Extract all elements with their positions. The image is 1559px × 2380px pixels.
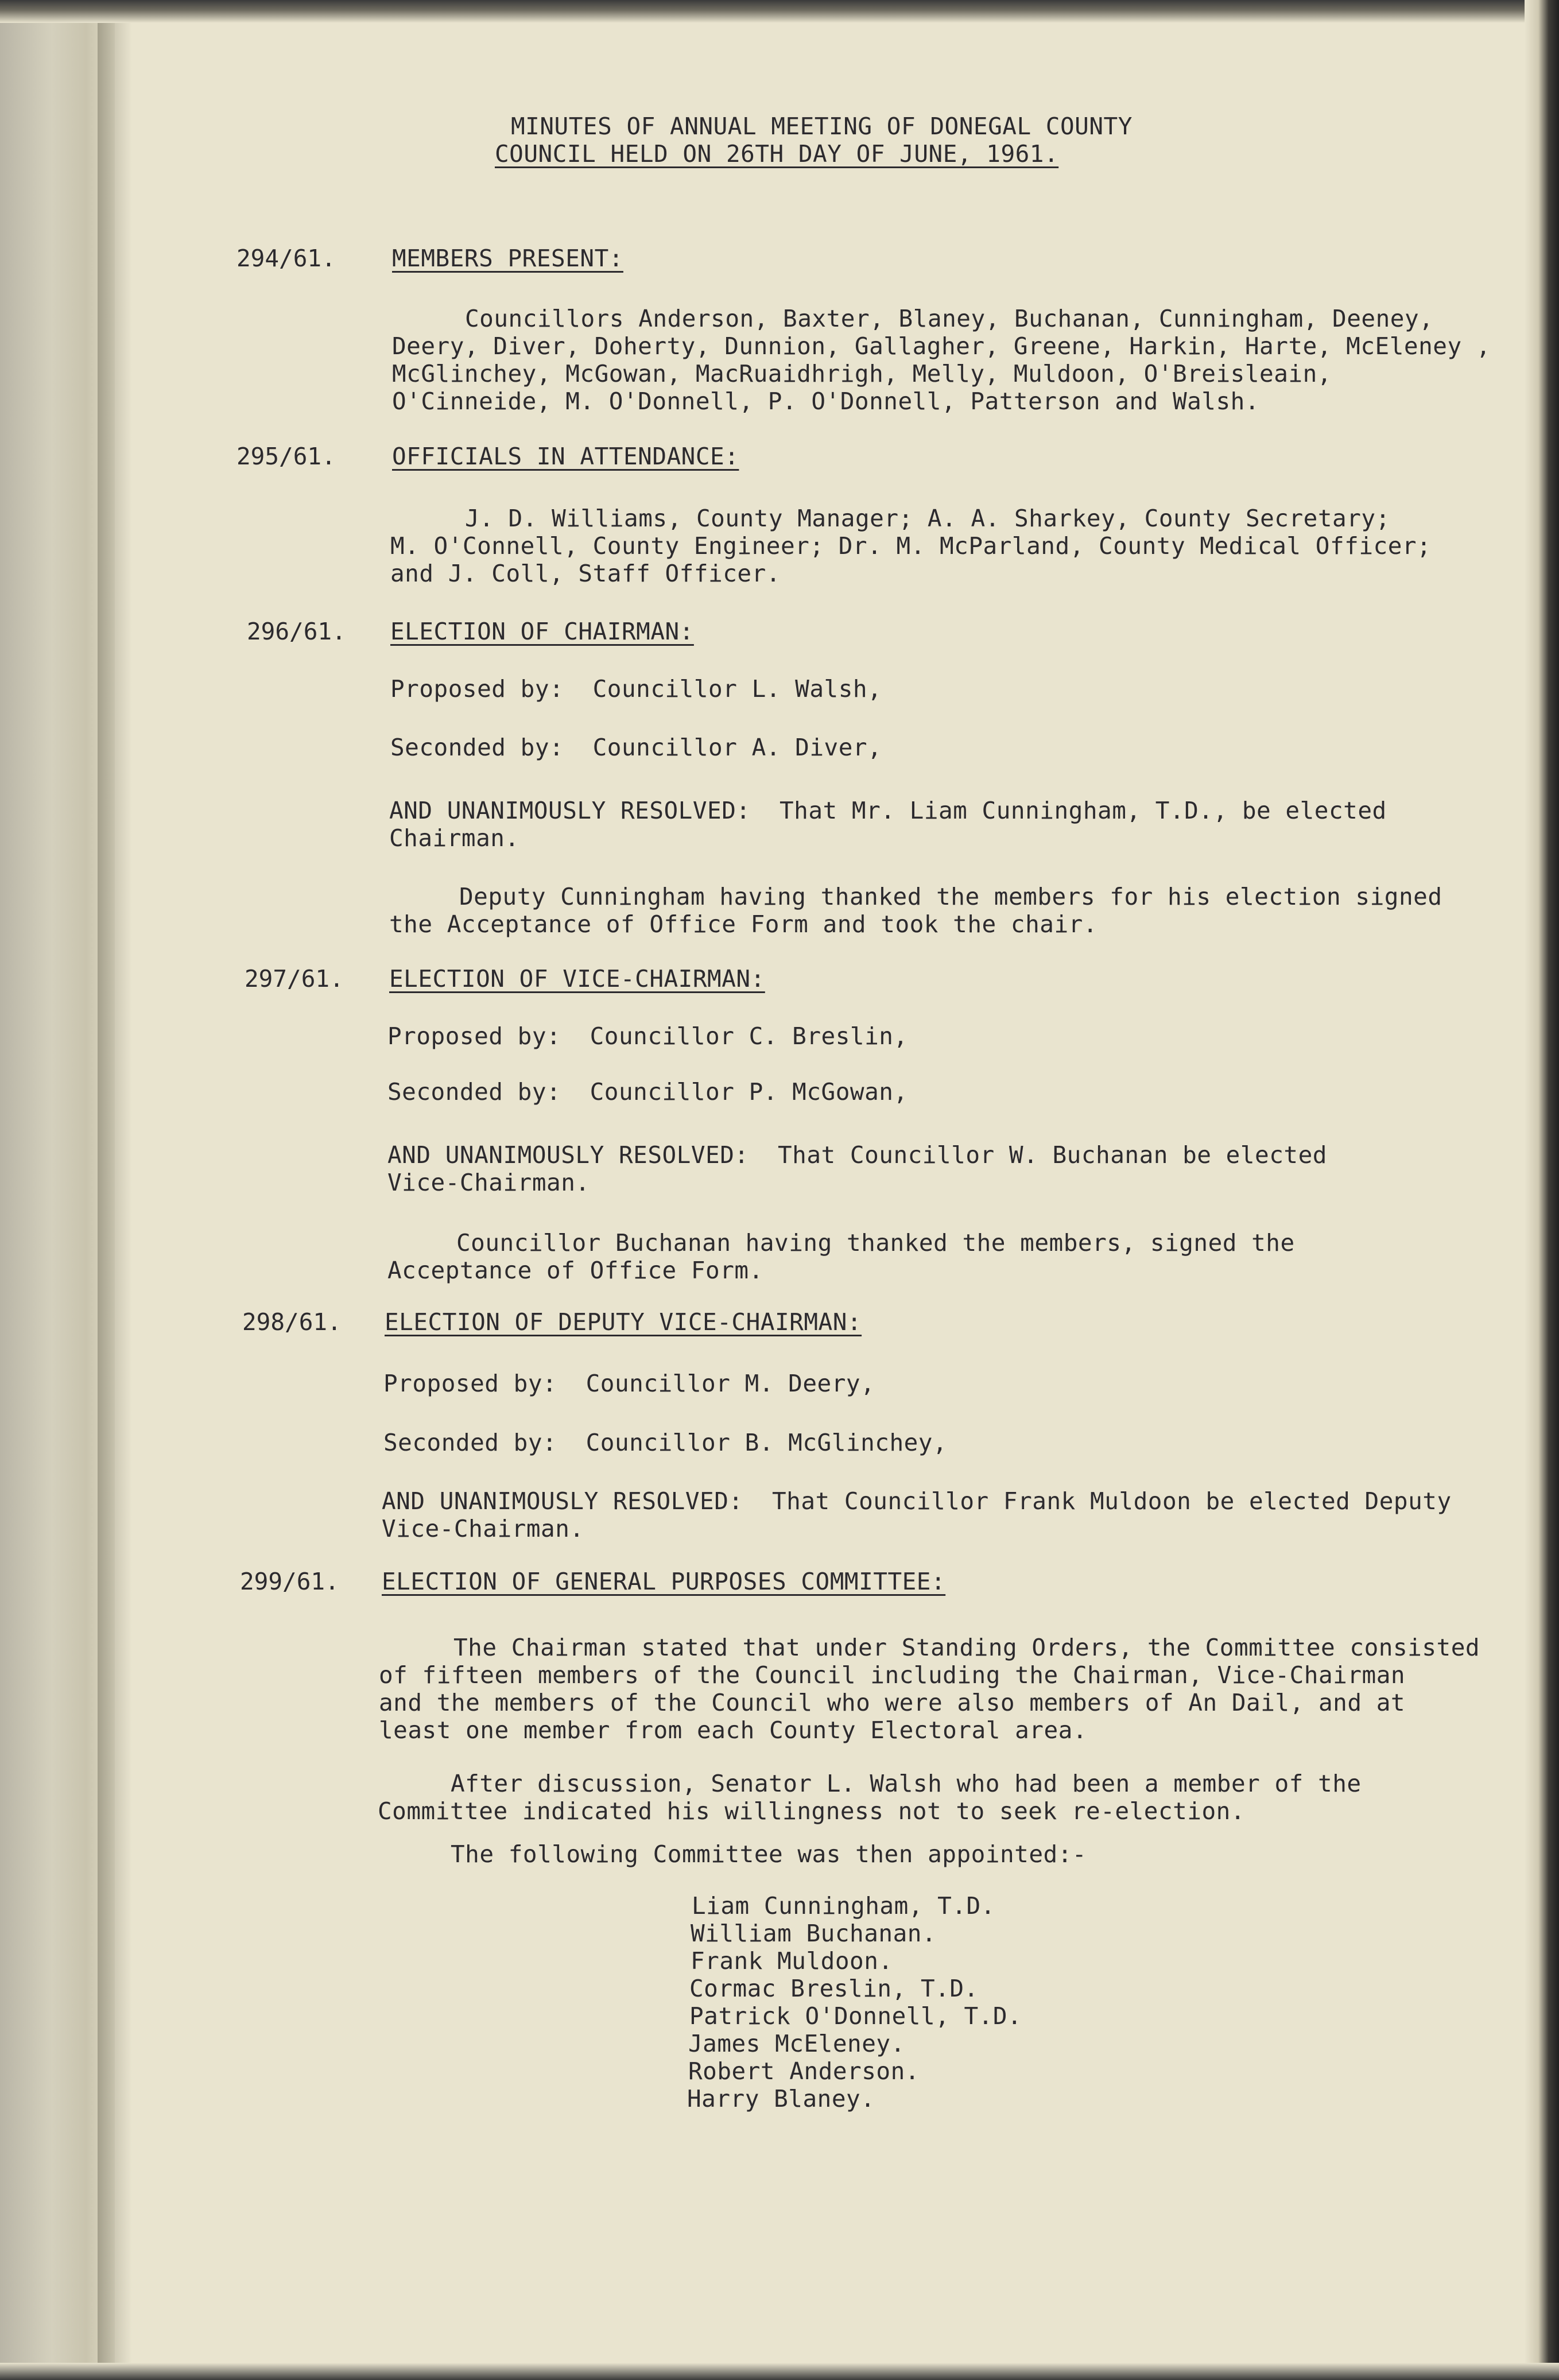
committee-member: Patrick O'Donnell, T.D. xyxy=(689,2002,1022,2030)
seconded-line: Seconded by: Councillor A. Diver, xyxy=(390,734,882,761)
minute-number: 295/61. xyxy=(236,443,336,470)
minute-number: 299/61. xyxy=(240,1568,339,1595)
seconded-line: Seconded by: Councillor B. McGlinchey, xyxy=(383,1429,948,1456)
seconded-line: Seconded by: Councillor P. McGowan, xyxy=(387,1078,908,1106)
body-line: After discussion, Senator L. Walsh who had been a member of the xyxy=(451,1770,1362,1797)
committee-member: Robert Anderson. xyxy=(688,2057,920,2085)
committee-member: Cormac Breslin, T.D. xyxy=(689,1975,979,2002)
minute-number: 296/61. xyxy=(247,618,346,645)
resolution-line: Vice-Chairman. xyxy=(382,1515,584,1542)
body-line: and the members of the Council who were also members of An Dail, and at xyxy=(379,1689,1406,1716)
resolution-line: Chairman. xyxy=(389,824,519,852)
body-line: Deery, Diver, Doherty, Dunnion, Gallagher, Greene, Harkin, Harte, McEleney , xyxy=(392,332,1491,360)
body-line: of fifteen members of the Council including the Chairman, Vice-Chairman xyxy=(379,1661,1406,1689)
resolution-line: AND UNANIMOUSLY RESOLVED: That Councillor Frank Muldoon be elected Deputy xyxy=(382,1487,1452,1515)
committee-member: William Buchanan. xyxy=(691,1920,937,1947)
minute-number: 298/61. xyxy=(242,1308,342,1336)
resolution-line: AND UNANIMOUSLY RESOLVED: That Mr. Liam Cunningham, T.D., be elected xyxy=(389,797,1387,824)
body-line: J. D. Williams, County Manager; A. A. Sharkey, County Secretary; xyxy=(465,505,1390,532)
minute-number: 294/61. xyxy=(236,245,336,272)
note-line: the Acceptance of Office Form and took the chair. xyxy=(389,910,1098,938)
section-heading: ELECTION OF DEPUTY VICE-CHAIRMAN: xyxy=(385,1308,862,1336)
body-line: Councillors Anderson, Baxter, Blaney, Buchanan, Cunningham, Deeney, xyxy=(465,305,1434,332)
committee-member: James McEleney. xyxy=(688,2030,905,2057)
section-heading: ELECTION OF CHAIRMAN: xyxy=(390,618,694,645)
body-line: M. O'Connell, County Engineer; Dr. M. McParland, County Medical Officer; xyxy=(390,532,1432,560)
title-line-2: COUNCIL HELD ON 26TH DAY OF JUNE, 1961. xyxy=(495,140,1059,168)
body-line: McGlinchey, McGowan, MacRuaidhrigh, Melly, Muldoon, O'Breisleain, xyxy=(392,360,1332,387)
proposed-line: Proposed by: Councillor C. Breslin, xyxy=(387,1022,908,1050)
body-line: Committee indicated his willingness not to seek re-election. xyxy=(378,1797,1246,1825)
resolution-line: AND UNANIMOUSLY RESOLVED: That Councillor W. Buchanan be elected xyxy=(387,1141,1327,1169)
section-heading: OFFICIALS IN ATTENDANCE: xyxy=(392,443,739,470)
note-line: Deputy Cunningham having thanked the members for his election signed xyxy=(459,883,1442,910)
note-line: Acceptance of Office Form. xyxy=(387,1257,763,1284)
proposed-line: Proposed by: Councillor L. Walsh, xyxy=(390,675,882,703)
body-line: and J. Coll, Staff Officer. xyxy=(390,560,781,587)
section-heading: ELECTION OF VICE-CHAIRMAN: xyxy=(389,965,765,993)
section-heading: MEMBERS PRESENT: xyxy=(392,245,623,272)
committee-member: Frank Muldoon. xyxy=(691,1947,893,1975)
committee-member: Harry Blaney. xyxy=(687,2085,875,2112)
note-line: Councillor Buchanan having thanked the members, signed the xyxy=(456,1229,1295,1257)
body-line: least one member from each County Electoral area. xyxy=(379,1716,1088,1744)
minute-number: 297/61. xyxy=(245,965,344,993)
resolution-line: Vice-Chairman. xyxy=(387,1169,590,1196)
body-line: The Chairman stated that under Standing Orders, the Committee consisted xyxy=(453,1634,1480,1661)
committee-member: Liam Cunningham, T.D. xyxy=(692,1892,995,1920)
title-line-1: MINUTES OF ANNUAL MEETING OF DONEGAL COUNTY xyxy=(511,113,1133,140)
section-heading: ELECTION OF GENERAL PURPOSES COMMITTEE: xyxy=(382,1568,946,1595)
proposed-line: Proposed by: Councillor M. Deery, xyxy=(383,1370,875,1397)
body-line: The following Committee was then appointed:- xyxy=(451,1840,1087,1868)
body-line: O'Cinneide, M. O'Donnell, P. O'Donnell, Patterson and Walsh. xyxy=(392,387,1260,415)
